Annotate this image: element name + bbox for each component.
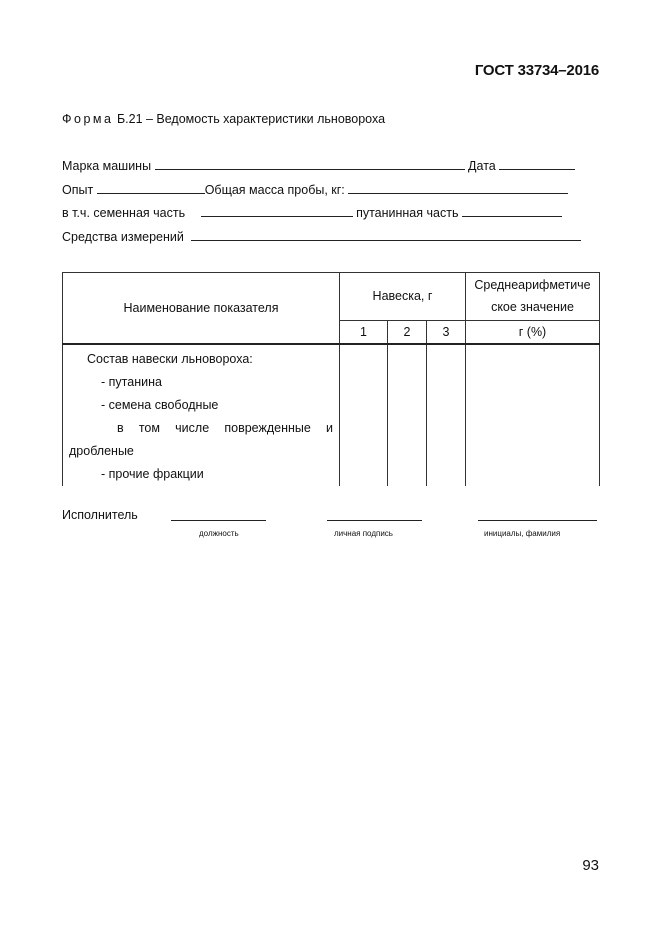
row-free-seeds: - семена свободные [101,398,219,412]
row-damaged-word: числе [175,421,210,435]
sample-number-3: 3 [427,320,466,344]
seed-part-label: в т.ч. семенная часть [62,206,186,220]
date-label: Дата [468,159,496,173]
machine-field[interactable] [155,158,465,170]
signature-caption: личная подпись [334,529,393,538]
value-cell-sample-2[interactable] [388,344,427,486]
date-field[interactable] [499,158,575,170]
instruments-line [62,229,581,244]
sample-number-1: 1 [340,320,388,344]
row-crushed: дробленые [69,444,134,458]
row-damaged-word: в [117,421,124,435]
header-indicator-name: Наименование показателя [63,273,340,345]
parts-line [62,205,562,220]
machine-label: Марка машины [62,159,152,173]
indicator-names-cell [63,344,340,486]
value-cell-sample-1[interactable] [340,344,388,486]
row-composition: Состав навески льновороха: [87,352,253,366]
value-cell-sample-3[interactable] [427,344,466,486]
header-average-line1: Среднеарифметиче [474,278,591,293]
header-average-line2: ское значение [491,300,574,315]
total-mass-field[interactable] [348,182,568,194]
average-unit: г (%) [466,320,600,344]
trial-field[interactable] [97,182,205,194]
page-number: 93 [582,857,599,874]
position-line[interactable] [171,520,266,521]
header-sample-weight: Навеска, г [340,273,466,321]
tangled-part-label: путанинная часть [356,206,459,220]
row-tangle: - путанина [101,375,162,389]
results-table [62,272,600,486]
total-mass-label: Общая масса пробы, кг: [204,183,345,197]
row-damaged-word: поврежденные [224,421,311,435]
row-damaged-word: и [326,421,333,435]
form-title-text: Б.21 – Ведомость характеристики льновороха [116,112,386,126]
sample-number-2: 2 [388,320,427,344]
standard-number: ГОСТ 33734–2016 [474,62,599,79]
instruments-field[interactable] [191,229,581,241]
row-damaged-word: том [138,421,160,435]
row-damaged [69,417,333,440]
position-caption: должность [199,529,239,538]
performer-label: Исполнитель [62,508,138,522]
value-cell-average[interactable] [466,344,600,486]
name-line[interactable] [478,520,597,521]
trial-line [62,182,568,197]
signature-line[interactable] [327,520,422,521]
form-title-prefix: Форма [62,112,114,126]
tangled-part-field[interactable] [462,205,562,217]
trial-label: Опыт [62,183,94,197]
name-caption: инициалы, фамилия [484,529,561,538]
instruments-label: Средства измерений [62,230,184,244]
seed-part-field[interactable] [201,205,353,217]
row-other-fractions: - прочие фракции [101,467,204,481]
machine-line [62,158,575,173]
header-average [466,273,600,321]
form-title [62,112,385,126]
